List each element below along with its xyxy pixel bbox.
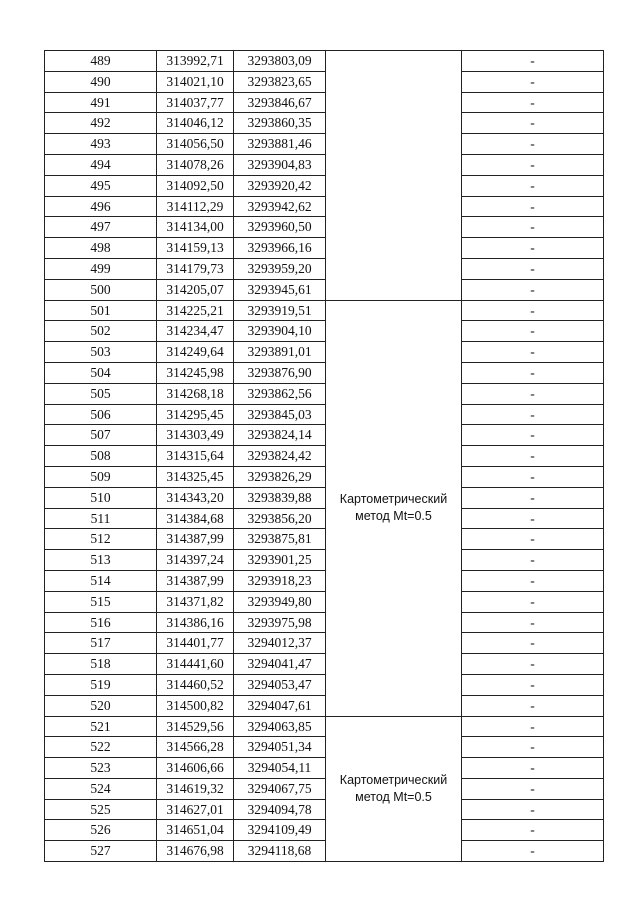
table-row bbox=[45, 633, 604, 654]
note-cell: - bbox=[462, 487, 604, 508]
point-number-cell: 489 bbox=[45, 51, 157, 72]
note-cell: - bbox=[462, 529, 604, 550]
x-coordinate-cell: 314387,99 bbox=[157, 570, 234, 591]
note-cell: - bbox=[462, 279, 604, 300]
point-number-cell: 524 bbox=[45, 778, 157, 799]
x-coordinate-cell: 314676,98 bbox=[157, 841, 234, 862]
table-row bbox=[45, 654, 604, 675]
x-coordinate-cell: 314619,32 bbox=[157, 778, 234, 799]
table-row bbox=[45, 591, 604, 612]
point-number-cell: 500 bbox=[45, 279, 157, 300]
table-row bbox=[45, 238, 604, 259]
x-coordinate-cell: 314325,45 bbox=[157, 466, 234, 487]
point-number-cell: 526 bbox=[45, 820, 157, 841]
note-cell: - bbox=[462, 550, 604, 571]
point-number-cell: 505 bbox=[45, 383, 157, 404]
note-cell: - bbox=[462, 612, 604, 633]
point-number-cell: 512 bbox=[45, 529, 157, 550]
point-number-cell: 507 bbox=[45, 425, 157, 446]
x-coordinate-cell: 314343,20 bbox=[157, 487, 234, 508]
note-cell: - bbox=[462, 238, 604, 259]
y-coordinate-cell: 3293826,29 bbox=[234, 466, 326, 487]
y-coordinate-cell: 3294054,11 bbox=[234, 758, 326, 779]
note-cell: - bbox=[462, 425, 604, 446]
y-coordinate-cell: 3293803,09 bbox=[234, 51, 326, 72]
method-cell bbox=[326, 51, 462, 301]
x-coordinate-cell: 314092,50 bbox=[157, 175, 234, 196]
point-number-cell: 516 bbox=[45, 612, 157, 633]
table-row bbox=[45, 154, 604, 175]
x-coordinate-cell: 314179,73 bbox=[157, 258, 234, 279]
y-coordinate-cell: 3294109,49 bbox=[234, 820, 326, 841]
point-number-cell: 518 bbox=[45, 654, 157, 675]
table-row bbox=[45, 134, 604, 155]
y-coordinate-cell: 3293856,20 bbox=[234, 508, 326, 529]
table-row bbox=[45, 799, 604, 820]
note-cell: - bbox=[462, 674, 604, 695]
y-coordinate-cell: 3294063,85 bbox=[234, 716, 326, 737]
y-coordinate-cell: 3293862,56 bbox=[234, 383, 326, 404]
y-coordinate-cell: 3294118,68 bbox=[234, 841, 326, 862]
y-coordinate-cell: 3293949,80 bbox=[234, 591, 326, 612]
table-row bbox=[45, 695, 604, 716]
note-cell: - bbox=[462, 820, 604, 841]
point-number-cell: 502 bbox=[45, 321, 157, 342]
point-number-cell: 522 bbox=[45, 737, 157, 758]
x-coordinate-cell: 314245,98 bbox=[157, 362, 234, 383]
x-coordinate-cell: 314134,00 bbox=[157, 217, 234, 238]
point-number-cell: 498 bbox=[45, 238, 157, 259]
note-cell: - bbox=[462, 716, 604, 737]
y-coordinate-cell: 3293823,65 bbox=[234, 71, 326, 92]
point-number-cell: 514 bbox=[45, 570, 157, 591]
note-cell: - bbox=[462, 134, 604, 155]
point-number-cell: 501 bbox=[45, 300, 157, 321]
y-coordinate-cell: 3294047,61 bbox=[234, 695, 326, 716]
x-coordinate-cell: 314529,56 bbox=[157, 716, 234, 737]
x-coordinate-cell: 314268,18 bbox=[157, 383, 234, 404]
table-row bbox=[45, 716, 604, 737]
coordinates-table bbox=[44, 50, 604, 862]
x-coordinate-cell: 314384,68 bbox=[157, 508, 234, 529]
x-coordinate-cell: 314234,47 bbox=[157, 321, 234, 342]
y-coordinate-cell: 3293875,81 bbox=[234, 529, 326, 550]
note-cell: - bbox=[462, 404, 604, 425]
table-row bbox=[45, 342, 604, 363]
table-row bbox=[45, 841, 604, 862]
y-coordinate-cell: 3293960,50 bbox=[234, 217, 326, 238]
note-cell: - bbox=[462, 300, 604, 321]
note-cell: - bbox=[462, 695, 604, 716]
point-number-cell: 492 bbox=[45, 113, 157, 134]
note-cell: - bbox=[462, 217, 604, 238]
table-row bbox=[45, 778, 604, 799]
x-coordinate-cell: 314606,66 bbox=[157, 758, 234, 779]
table-row bbox=[45, 113, 604, 134]
point-number-cell: 490 bbox=[45, 71, 157, 92]
y-coordinate-cell: 3293839,88 bbox=[234, 487, 326, 508]
x-coordinate-cell: 314627,01 bbox=[157, 799, 234, 820]
x-coordinate-cell: 314078,26 bbox=[157, 154, 234, 175]
table-row bbox=[45, 92, 604, 113]
table-row bbox=[45, 674, 604, 695]
x-coordinate-cell: 314371,82 bbox=[157, 591, 234, 612]
point-number-cell: 517 bbox=[45, 633, 157, 654]
y-coordinate-cell: 3293942,62 bbox=[234, 196, 326, 217]
point-number-cell: 519 bbox=[45, 674, 157, 695]
x-coordinate-cell: 314397,24 bbox=[157, 550, 234, 571]
point-number-cell: 494 bbox=[45, 154, 157, 175]
table-row bbox=[45, 758, 604, 779]
note-cell: - bbox=[462, 570, 604, 591]
y-coordinate-cell: 3294053,47 bbox=[234, 674, 326, 695]
table-row bbox=[45, 321, 604, 342]
x-coordinate-cell: 314249,64 bbox=[157, 342, 234, 363]
x-coordinate-cell: 314401,77 bbox=[157, 633, 234, 654]
note-cell: - bbox=[462, 799, 604, 820]
x-coordinate-cell: 314441,60 bbox=[157, 654, 234, 675]
point-number-cell: 513 bbox=[45, 550, 157, 571]
y-coordinate-cell: 3294067,75 bbox=[234, 778, 326, 799]
y-coordinate-cell: 3293966,16 bbox=[234, 238, 326, 259]
x-coordinate-cell: 314159,13 bbox=[157, 238, 234, 259]
method-cell: Картометрический метод Mt=0.5 bbox=[326, 716, 462, 862]
y-coordinate-cell: 3294094,78 bbox=[234, 799, 326, 820]
note-cell: - bbox=[462, 196, 604, 217]
note-cell: - bbox=[462, 737, 604, 758]
table-row bbox=[45, 446, 604, 467]
point-number-cell: 508 bbox=[45, 446, 157, 467]
x-coordinate-cell: 314303,49 bbox=[157, 425, 234, 446]
table-row bbox=[45, 258, 604, 279]
y-coordinate-cell: 3294051,34 bbox=[234, 737, 326, 758]
method-cell: Картометрический метод Mt=0.5 bbox=[326, 300, 462, 716]
table-row bbox=[45, 466, 604, 487]
table-row bbox=[45, 300, 604, 321]
point-number-cell: 510 bbox=[45, 487, 157, 508]
note-cell: - bbox=[462, 466, 604, 487]
y-coordinate-cell: 3293860,35 bbox=[234, 113, 326, 134]
point-number-cell: 523 bbox=[45, 758, 157, 779]
point-number-cell: 503 bbox=[45, 342, 157, 363]
point-number-cell: 496 bbox=[45, 196, 157, 217]
point-number-cell: 511 bbox=[45, 508, 157, 529]
note-cell: - bbox=[462, 591, 604, 612]
y-coordinate-cell: 3293845,03 bbox=[234, 404, 326, 425]
table-row bbox=[45, 279, 604, 300]
x-coordinate-cell: 314112,29 bbox=[157, 196, 234, 217]
note-cell: - bbox=[462, 71, 604, 92]
x-coordinate-cell: 314056,50 bbox=[157, 134, 234, 155]
note-cell: - bbox=[462, 758, 604, 779]
table-row bbox=[45, 570, 604, 591]
x-coordinate-cell: 314387,99 bbox=[157, 529, 234, 550]
x-coordinate-cell: 314205,07 bbox=[157, 279, 234, 300]
x-coordinate-cell: 314295,45 bbox=[157, 404, 234, 425]
note-cell: - bbox=[462, 258, 604, 279]
note-cell: - bbox=[462, 154, 604, 175]
y-coordinate-cell: 3293920,42 bbox=[234, 175, 326, 196]
table-row bbox=[45, 508, 604, 529]
y-coordinate-cell: 3293904,83 bbox=[234, 154, 326, 175]
point-number-cell: 493 bbox=[45, 134, 157, 155]
table-row bbox=[45, 425, 604, 446]
y-coordinate-cell: 3293945,61 bbox=[234, 279, 326, 300]
y-coordinate-cell: 3293904,10 bbox=[234, 321, 326, 342]
point-number-cell: 491 bbox=[45, 92, 157, 113]
table-row bbox=[45, 529, 604, 550]
x-coordinate-cell: 314046,12 bbox=[157, 113, 234, 134]
x-coordinate-cell: 314460,52 bbox=[157, 674, 234, 695]
table-row bbox=[45, 550, 604, 571]
point-number-cell: 509 bbox=[45, 466, 157, 487]
table-row bbox=[45, 362, 604, 383]
x-coordinate-cell: 314225,21 bbox=[157, 300, 234, 321]
table-row bbox=[45, 737, 604, 758]
note-cell: - bbox=[462, 175, 604, 196]
note-cell: - bbox=[462, 633, 604, 654]
note-cell: - bbox=[462, 51, 604, 72]
table-row bbox=[45, 612, 604, 633]
x-coordinate-cell: 314021,10 bbox=[157, 71, 234, 92]
y-coordinate-cell: 3293881,46 bbox=[234, 134, 326, 155]
note-cell: - bbox=[462, 383, 604, 404]
y-coordinate-cell: 3293891,01 bbox=[234, 342, 326, 363]
point-number-cell: 504 bbox=[45, 362, 157, 383]
y-coordinate-cell: 3293901,25 bbox=[234, 550, 326, 571]
y-coordinate-cell: 3294012,37 bbox=[234, 633, 326, 654]
x-coordinate-cell: 313992,71 bbox=[157, 51, 234, 72]
note-cell: - bbox=[462, 342, 604, 363]
point-number-cell: 495 bbox=[45, 175, 157, 196]
point-number-cell: 506 bbox=[45, 404, 157, 425]
y-coordinate-cell: 3293846,67 bbox=[234, 92, 326, 113]
y-coordinate-cell: 3294041,47 bbox=[234, 654, 326, 675]
coordinates-table-body bbox=[45, 51, 604, 862]
table-row bbox=[45, 196, 604, 217]
x-coordinate-cell: 314500,82 bbox=[157, 695, 234, 716]
table-row bbox=[45, 820, 604, 841]
x-coordinate-cell: 314386,16 bbox=[157, 612, 234, 633]
note-cell: - bbox=[462, 508, 604, 529]
y-coordinate-cell: 3293975,98 bbox=[234, 612, 326, 633]
y-coordinate-cell: 3293959,20 bbox=[234, 258, 326, 279]
table-row bbox=[45, 217, 604, 238]
point-number-cell: 520 bbox=[45, 695, 157, 716]
note-cell: - bbox=[462, 778, 604, 799]
x-coordinate-cell: 314566,28 bbox=[157, 737, 234, 758]
point-number-cell: 497 bbox=[45, 217, 157, 238]
table-row bbox=[45, 404, 604, 425]
x-coordinate-cell: 314651,04 bbox=[157, 820, 234, 841]
y-coordinate-cell: 3293824,14 bbox=[234, 425, 326, 446]
table-row bbox=[45, 383, 604, 404]
note-cell: - bbox=[462, 321, 604, 342]
note-cell: - bbox=[462, 446, 604, 467]
y-coordinate-cell: 3293918,23 bbox=[234, 570, 326, 591]
point-number-cell: 521 bbox=[45, 716, 157, 737]
y-coordinate-cell: 3293919,51 bbox=[234, 300, 326, 321]
point-number-cell: 515 bbox=[45, 591, 157, 612]
table-row bbox=[45, 175, 604, 196]
table-row bbox=[45, 71, 604, 92]
point-number-cell: 527 bbox=[45, 841, 157, 862]
y-coordinate-cell: 3293824,42 bbox=[234, 446, 326, 467]
table-row bbox=[45, 51, 604, 72]
x-coordinate-cell: 314315,64 bbox=[157, 446, 234, 467]
y-coordinate-cell: 3293876,90 bbox=[234, 362, 326, 383]
note-cell: - bbox=[462, 841, 604, 862]
x-coordinate-cell: 314037,77 bbox=[157, 92, 234, 113]
point-number-cell: 525 bbox=[45, 799, 157, 820]
note-cell: - bbox=[462, 113, 604, 134]
point-number-cell: 499 bbox=[45, 258, 157, 279]
table-row bbox=[45, 487, 604, 508]
note-cell: - bbox=[462, 92, 604, 113]
note-cell: - bbox=[462, 654, 604, 675]
note-cell: - bbox=[462, 362, 604, 383]
